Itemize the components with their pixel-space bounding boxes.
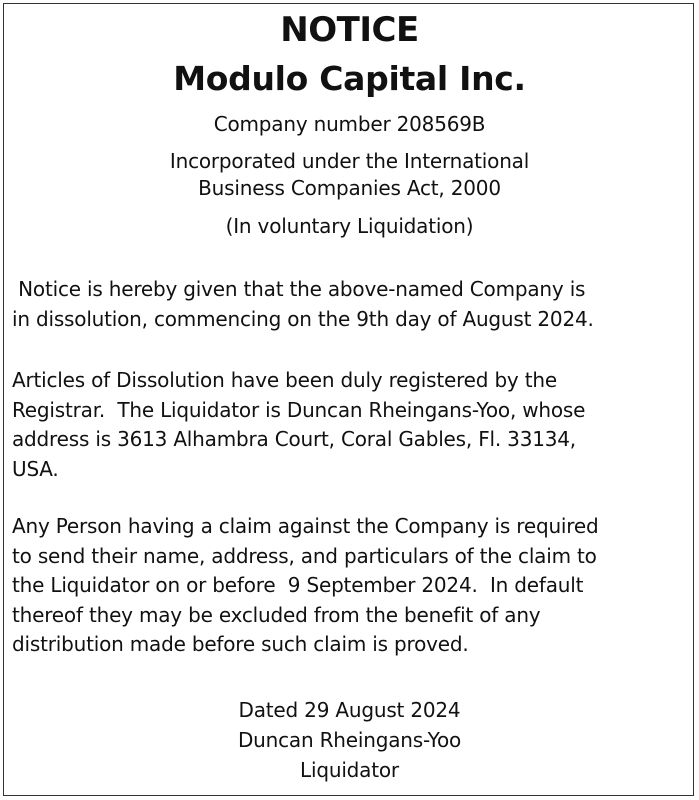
- paragraph-line: USA.: [12, 456, 59, 481]
- incorporation-line-2: Business Companies Act, 2000: [198, 176, 501, 200]
- paragraph-liquidator: [12, 366, 692, 484]
- paragraph-line: in dissolution, commencing on the 9th day of August 2024.: [12, 306, 594, 331]
- paragraph-line: Articles of Dissolution have been duly registered by the: [12, 368, 557, 392]
- paragraph-line: distribution made before such claim is proved.: [12, 632, 469, 656]
- company-number: Company number 208569B: [213, 112, 486, 136]
- incorporation-line-1: Incorporated under the International: [169, 149, 530, 173]
- company-name: Modulo Capital Inc.: [173, 59, 526, 98]
- paragraph-line: to send their name, address, and particulars of the claim to: [12, 543, 597, 568]
- paragraph-line: thereof they may be excluded from the benefit of any: [12, 602, 541, 627]
- paragraph-line: the Liquidator on or before 9 September 2024. In default: [12, 573, 584, 597]
- paragraph-dissolution: [12, 275, 692, 334]
- notice-title: NOTICE: [280, 10, 419, 50]
- paragraph-line: Notice is hereby given that the above-named Company is: [12, 277, 586, 301]
- paragraph-claims: [12, 512, 692, 660]
- dated-line: Dated 29 August 2024: [238, 698, 461, 722]
- liquidator-role: Liquidator: [300, 758, 399, 782]
- paragraph-line: address is 3613 Alhambra Court, Coral Gables, Fl. 33134,: [12, 427, 576, 451]
- paragraph-line: Any Person having a claim against the Company is required: [12, 514, 599, 538]
- liquidation-status: (In voluntary Liquidation): [225, 214, 474, 238]
- liquidator-name: Duncan Rheingans-Yoo: [237, 728, 462, 752]
- paragraph-line: Registrar. The Liquidator is Duncan Rheingans-Yoo, whose: [12, 397, 586, 422]
